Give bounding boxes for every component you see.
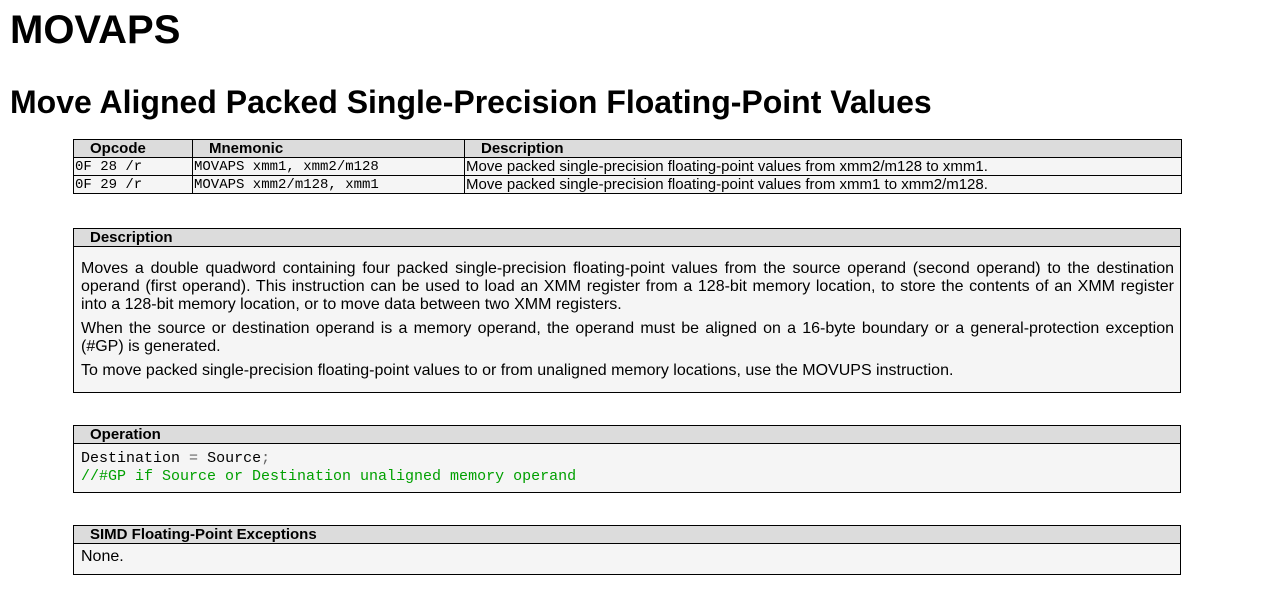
code-line xyxy=(81,450,1174,468)
table-row xyxy=(74,176,1182,194)
code-semicolon: ; xyxy=(261,450,271,467)
table-row xyxy=(74,158,1182,176)
description-heading: Description xyxy=(74,229,1180,247)
description-section xyxy=(73,228,1181,393)
simd-exceptions-heading: SIMD Floating-Point Exceptions xyxy=(74,526,1180,544)
simd-exceptions-section xyxy=(73,525,1181,575)
page-subtitle: Move Aligned Packed Single-Precision Floating-Point Values xyxy=(10,84,932,120)
opcode-table-header-row xyxy=(74,140,1182,158)
description-paragraph: Moves a double quadword containing four packed single-precision floating-point values from the source operand (second operand) to the destination operand (first operand). This instruction can be used to load an XMM register from a 128-bit memory location, to store the contents of an XMM register into a 128-bit memory location, or to move data between two XMM registers. xyxy=(81,260,1174,313)
description-paragraph: When the source or destination operand is a memory operand, the operand must be aligned on a 16-byte boundary or a general-protection exception (#GP) is generated. xyxy=(81,320,1174,355)
code-lhs: Destination xyxy=(81,450,181,467)
column-header-opcode: Opcode xyxy=(74,140,193,158)
operation-section xyxy=(73,425,1181,493)
opcode-table xyxy=(73,139,1182,194)
page-title: MOVAPS xyxy=(10,8,181,52)
mnemonic-cell: MOVAPS xmm2/m128, xmm1 xyxy=(193,176,465,194)
description-cell: Move packed single-precision floating-point values from xmm2/m128 to xmm1. xyxy=(465,158,1182,176)
mnemonic-cell: MOVAPS xmm1, xmm2/m128 xyxy=(193,158,465,176)
column-header-description: Description xyxy=(465,140,1182,158)
operation-code xyxy=(74,444,1180,492)
code-rhs: Source xyxy=(207,450,262,467)
simd-exceptions-text: None. xyxy=(81,548,124,565)
operation-heading: Operation xyxy=(74,426,1180,444)
opcode-cell: 0F 29 /r xyxy=(74,176,193,194)
column-header-mnemonic: Mnemonic xyxy=(193,140,465,158)
description-paragraph: To move packed single-precision floating-point values to or from unaligned memory locations, use the MOVUPS instruction. xyxy=(81,362,954,379)
opcode-cell: 0F 28 /r xyxy=(74,158,193,176)
code-operator: = xyxy=(189,450,199,467)
description-cell: Move packed single-precision floating-point values from xmm1 to xmm2/m128. xyxy=(465,176,1182,194)
code-comment: //#GP if Source or Destination unaligned memory operand xyxy=(81,468,577,485)
